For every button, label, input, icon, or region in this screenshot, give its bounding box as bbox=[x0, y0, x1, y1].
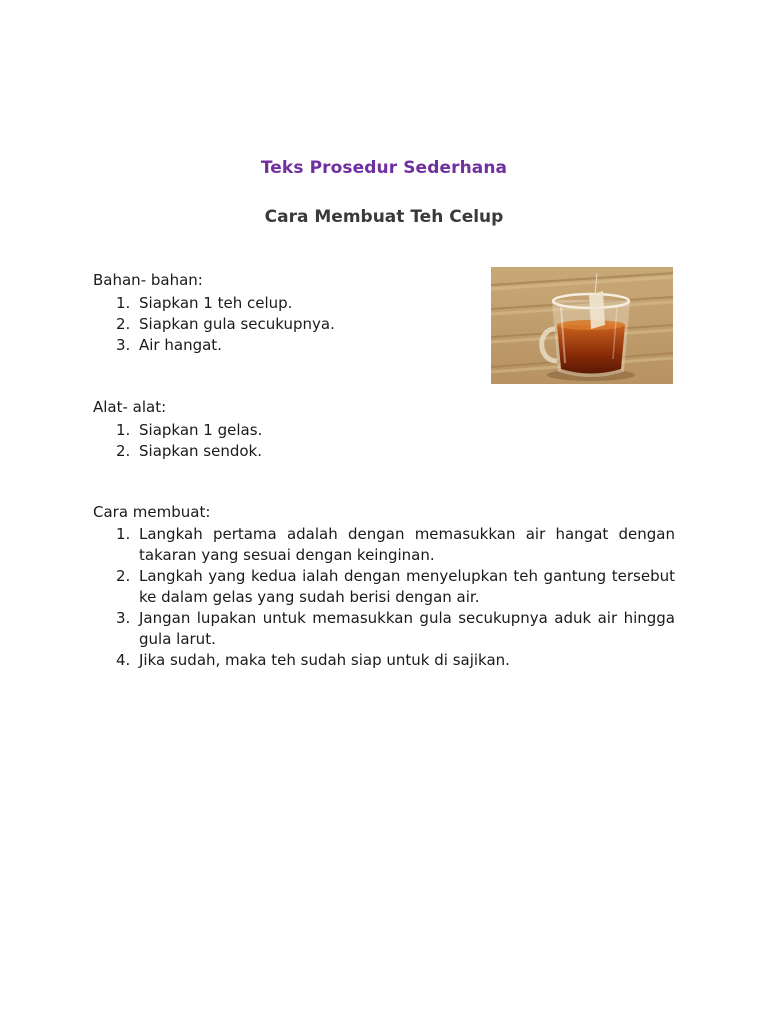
list-item bbox=[93, 420, 453, 441]
bahan-heading: Bahan- bahan: bbox=[93, 271, 203, 289]
list-number: 2. bbox=[116, 442, 131, 460]
list-text: Jangan lupakan untuk memasukkan gula secukupnya aduk air hingga gula larut. bbox=[139, 609, 675, 648]
list-item bbox=[93, 293, 453, 314]
list-item bbox=[93, 335, 453, 356]
document-title: Teks Prosedur Sederhana bbox=[260, 158, 508, 178]
list-number: 4. bbox=[116, 651, 131, 669]
list-text: Jika sudah, maka teh sudah siap untuk di sajikan. bbox=[139, 651, 510, 669]
tea-glass-photo bbox=[491, 267, 673, 384]
list-text: Langkah pertama adalah dengan memasukkan air hangat dengan takaran yang sesuai dengan keinginan. bbox=[139, 525, 675, 564]
list-item bbox=[93, 566, 675, 608]
alat-heading: Alat- alat: bbox=[93, 398, 167, 416]
cara-heading: Cara membuat: bbox=[93, 503, 211, 521]
list-item bbox=[93, 608, 675, 650]
list-item bbox=[93, 314, 453, 335]
list-text: Air hangat. bbox=[139, 336, 222, 354]
list-number: 2. bbox=[116, 567, 131, 585]
list-number: 1. bbox=[116, 421, 131, 439]
list-item bbox=[93, 524, 675, 566]
cara-list bbox=[93, 524, 675, 671]
list-number: 1. bbox=[116, 525, 131, 543]
document-subtitle: Cara Membuat Teh Celup bbox=[264, 207, 504, 227]
bahan-list bbox=[93, 293, 453, 356]
list-item bbox=[93, 650, 675, 671]
alat-list bbox=[93, 420, 453, 462]
list-item bbox=[93, 441, 453, 462]
list-text: Siapkan 1 teh celup. bbox=[139, 294, 293, 312]
list-text: Siapkan 1 gelas. bbox=[139, 421, 263, 439]
list-number: 3. bbox=[116, 336, 131, 354]
list-text: Langkah yang kedua ialah dengan menyelupkan teh gantung tersebut ke dalam gelas yang sudah berisi dengan air. bbox=[139, 567, 675, 606]
list-text: Siapkan sendok. bbox=[139, 442, 262, 460]
list-text: Siapkan gula secukupnya. bbox=[139, 315, 335, 333]
list-number: 1. bbox=[116, 294, 131, 312]
list-number: 2. bbox=[116, 315, 131, 333]
list-number: 3. bbox=[116, 609, 131, 627]
